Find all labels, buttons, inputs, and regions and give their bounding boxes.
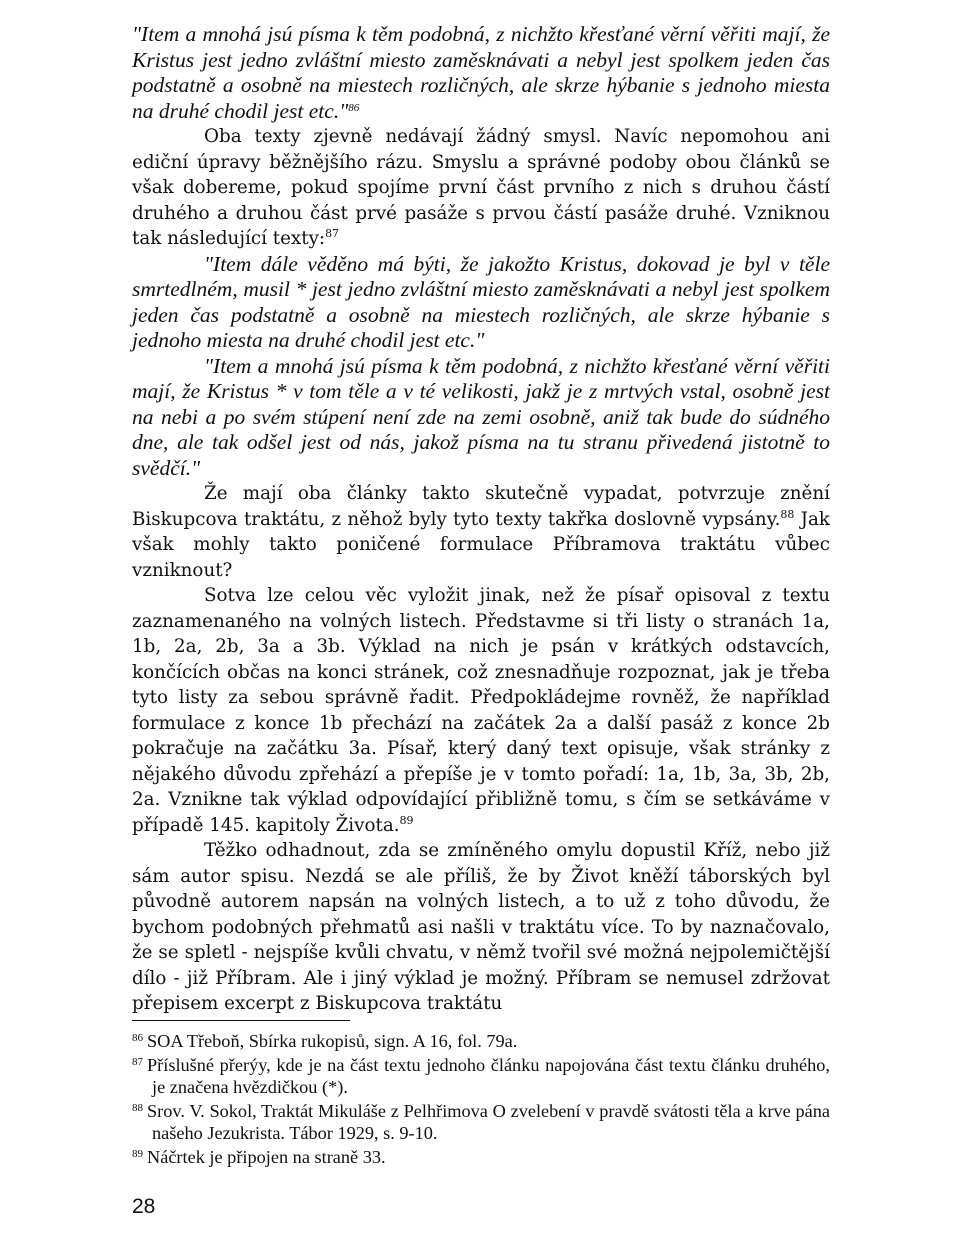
footnote-number: 89 — [132, 1148, 143, 1160]
footnote-ref-86: 86 — [348, 101, 360, 114]
body-paragraph-1 — [132, 124, 830, 252]
paragraph-2-text: Že mají oba články takto skutečně vypadat, potvrzuje znění Biskupcova traktátu, z něhož byly tyto texty takřka doslovně vypsány. — [132, 483, 830, 530]
page-body — [132, 22, 830, 1017]
footnote-88 — [132, 1100, 830, 1144]
footnote-text: SOA Třeboň, Sbírka rukopisů, sign. A 16, fol. 79a. — [147, 1031, 518, 1051]
footnote-number: 87 — [132, 1056, 143, 1068]
footnote-ref-87: 87 — [325, 227, 340, 240]
footnote-separator — [132, 1020, 350, 1021]
paragraph-1-text: Oba texty zjevně nedávají žádný smysl. Navíc nepomohou ani ediční úpravy běžnějšího rázu. Smyslu a správné podoby obou článků se však dobereme, pokud spojíme první část prvního z nich s druhou částí druhého a druhou část prvé pasáže s prvou částí pasáže druhé. Vzniknou tak následující texty: — [132, 126, 830, 249]
page-number: 28 — [132, 1195, 156, 1218]
body-paragraph-3 — [132, 583, 830, 838]
quote-paragraph-3: "Item a mnohá jsú písma k těm podobná, z nichžto křesťané věrní věřiti mají, že Kristus * v tom těle a v té velikosti, jakž je z mrtvých vstal, osobně jest na nebi a po svém stúpení není zde na zemi osobně, aniž tak bude do súdného dne, ale tak odšel jest od nás, jakož písma na tu stranu přivedená jistotně to svědčí." — [132, 353, 830, 480]
footnote-ref-88: 88 — [780, 507, 795, 521]
footnote-86 — [132, 1030, 830, 1052]
body-paragraph-2 — [132, 481, 830, 583]
footnote-text: Náčrtek je připojen na straně 33. — [147, 1147, 386, 1167]
footnote-87 — [132, 1054, 830, 1098]
quote-1-text: "Item a mnohá jsú písma k těm podobná, z nichžto křesťané věrní věřiti mají, že Kristus jest jedno zvláštní miesto zaměsknávati a nebyl jest spolkem jeden čas podstatně a osobně na miestech rozličných, ale skrze hýbanie s jednoho miesta na druhé chodil jest etc." — [132, 22, 830, 123]
footnote-89 — [132, 1146, 830, 1168]
footnote-text: Srov. V. Sokol, Traktát Mikuláše z Pelhřimova O zvelebení v pravdě svátosti těla a krve pána našeho Jezukrista. Tábor 1929, s. 9-10. — [147, 1101, 830, 1143]
quote-paragraph-2: "Item dále věděno má býti, že jakožto Kristus, dokovad je byl v těle smrtedlném, musil * jest jedno zvláštní miesto zaměsknávati a nebyl jest spolkem jeden čas podstatně a osobně na miestech rozličných, ale skrze hýbanie s jednoho miesta na druhé chodil jest etc." — [132, 251, 830, 352]
paragraph-3-text: Sotva lze celou věc vyložit jinak, než že písař opisoval z textu zaznamenaného na volných listech. Představme si tři listy o stranách 1a, 1b, 2a, 2b, 3a a 3b. Výklad na nich je psán v krátkých odstavcích, končících občas na konci stránek, což znesnadňuje rozpoznat, jak je třeba tyto listy za sebou správně řadit. Předpokládejme rovněž, že například formulace z konce 1b přechází na začátek 2a a další pasáž z konce 2b pokračuje na začátku 3a. Písař, který daný text opisuje, však stránky z nějakého důvodu zpřehází a přepíše je v tomto pořadí: 1a, 1b, 3a, 3b, 2b, 2a. Vznikne tak výklad odpovídající přibližně tomu, s čím se setkáváme v případě 145. kapitoly Života. — [132, 585, 830, 836]
paragraph-2-tail: Jak však mohly takto poničené formulace Příbramova traktátu vůbec vzniknout? — [132, 508, 830, 581]
quote-paragraph-1 — [132, 22, 830, 124]
body-paragraph-4: Těžko odhadnout, zda se zmíněného omylu dopustil Kříž, nebo již sám autor spisu. Nezdá se ale příliš, že by Život kněží táborských byl původně autorem napsán na volných listech, a to už z toho důvodu, že bychom podobných přehmatů asi našli v traktátu více. To by naznačovalo, že se spletl - nejspíše kvůli chvatu, v němž tvořil své možná nejpolemičtější dílo - již Příbram. Ale i jiný výklad je možný. Příbram se nemusel zdržovat přepisem excerpt z Biskupcova traktátu — [132, 840, 830, 1014]
footnote-text: Příslušné přerýy, kde je na část textu jednoho článku napojována část textu článku druhého, je značena hvězdičkou (*). — [147, 1055, 830, 1097]
footnote-ref-89: 89 — [399, 813, 414, 827]
footnote-number: 88 — [132, 1102, 143, 1114]
footnote-number: 86 — [132, 1032, 143, 1044]
footnotes — [132, 1030, 830, 1170]
